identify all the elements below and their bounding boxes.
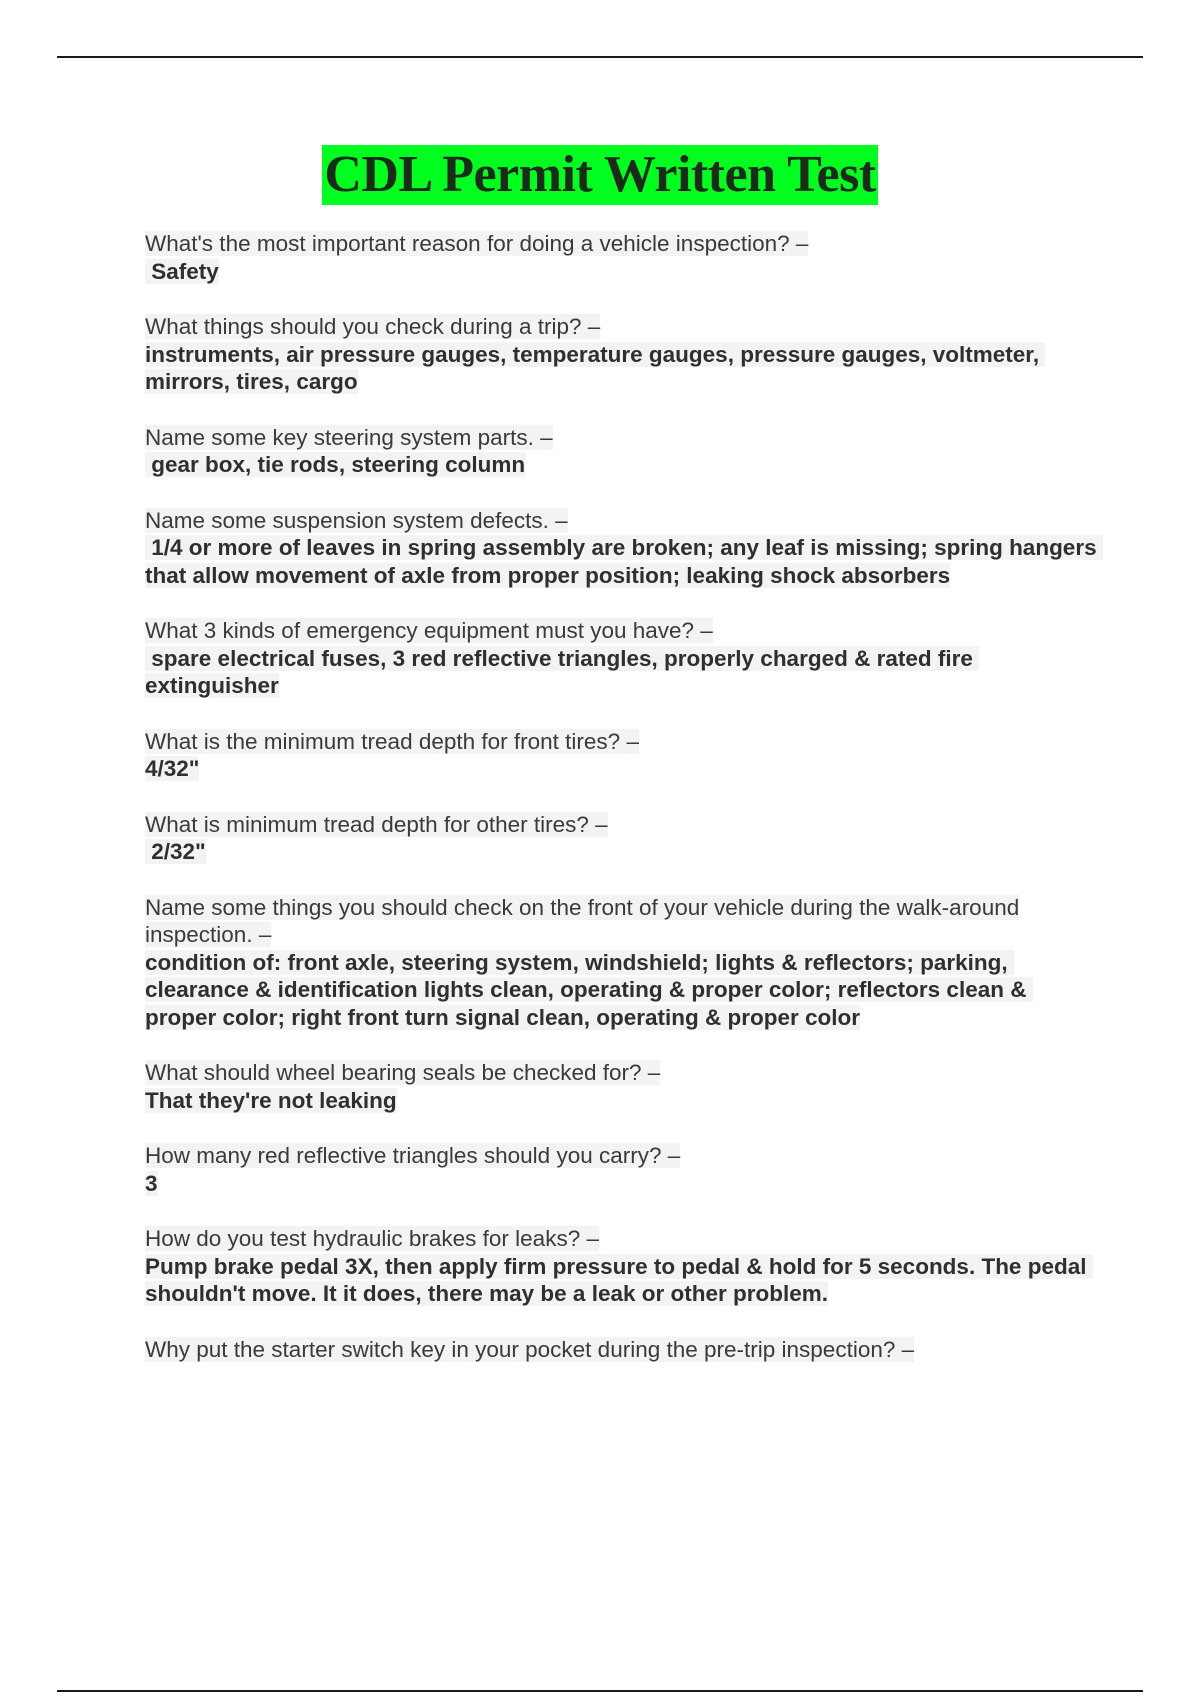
question-text: How many red reflective triangles should you carry? – bbox=[145, 1143, 681, 1168]
answer-text: condition of: front axle, steering system, windshield; lights & reflectors; parking, clearance & identification lights clean, operating & proper color; reflectors clean & proper color; right front turn signal clean, operating & proper color bbox=[145, 949, 1033, 1030]
qa-item bbox=[145, 1059, 1100, 1114]
question-text: What is the minimum tread depth for front tires? – bbox=[145, 728, 639, 754]
answer-text: instruments, air pressure gauges, temperature gauges, pressure gauges, voltmeter, mirrors, tires, cargo bbox=[145, 341, 1046, 394]
answer-text: 3 bbox=[145, 1170, 158, 1196]
answer-text: Safety bbox=[145, 258, 219, 284]
qa-item bbox=[145, 1142, 1100, 1197]
qa-item bbox=[145, 424, 1100, 479]
header-rule bbox=[57, 56, 1143, 58]
question-text: How do you test hydraulic brakes for leaks? – bbox=[145, 1226, 599, 1251]
answer-text: Pump brake pedal 3X, then apply firm pressure to pedal & hold for 5 seconds. The pedal shouldn't move. It it does, there may be a leak or other problem. bbox=[145, 1253, 1093, 1306]
qa-item bbox=[145, 894, 1100, 1032]
qa-item bbox=[145, 507, 1103, 590]
answer-text: That they're not leaking bbox=[145, 1087, 397, 1113]
question-text: What things should you check during a trip? – bbox=[145, 314, 601, 339]
answer-text: spare electrical fuses, 3 red reflective triangles, properly charged & rated fire extinguisher bbox=[145, 645, 980, 698]
question-text: What is minimum tread depth for other tires? – bbox=[145, 811, 608, 837]
answer-text: 2/32" bbox=[145, 839, 206, 864]
qa-item bbox=[145, 1336, 1100, 1364]
document-title: CDL Permit Written Test bbox=[324, 146, 876, 203]
answer-text: 4/32" bbox=[145, 756, 200, 781]
qa-item bbox=[145, 313, 1100, 396]
qa-item bbox=[145, 617, 1100, 700]
answer-text: 1/4 or more of leaves in spring assembly are broken; any leaf is missing; spring hangers that allow movement of axle from proper position; leaking shock absorbers bbox=[145, 535, 1103, 588]
qa-item bbox=[145, 728, 1100, 783]
footer-rule bbox=[57, 1690, 1143, 1692]
question-text: Name some key steering system parts. – bbox=[145, 424, 553, 450]
qa-item bbox=[145, 1225, 1100, 1308]
answer-text: gear box, tie rods, steering column bbox=[145, 452, 526, 477]
qa-item bbox=[145, 811, 1100, 866]
question-text: Name some things you should check on the front of your vehicle during the walk-around inspection. – bbox=[145, 894, 1020, 947]
qa-list bbox=[145, 230, 1103, 1391]
question-text: Name some suspension system defects. – bbox=[145, 507, 568, 533]
question-text: Why put the starter switch key in your pocket during the pre-trip inspection? – bbox=[145, 1336, 915, 1362]
question-text: What should wheel bearing seals be checked for? – bbox=[145, 1060, 661, 1085]
question-text: What 3 kinds of emergency equipment must you have? – bbox=[145, 618, 713, 643]
qa-item bbox=[145, 230, 1100, 285]
title-container bbox=[0, 145, 1200, 205]
question-text: What's the most important reason for doing a vehicle inspection? – bbox=[145, 231, 809, 256]
